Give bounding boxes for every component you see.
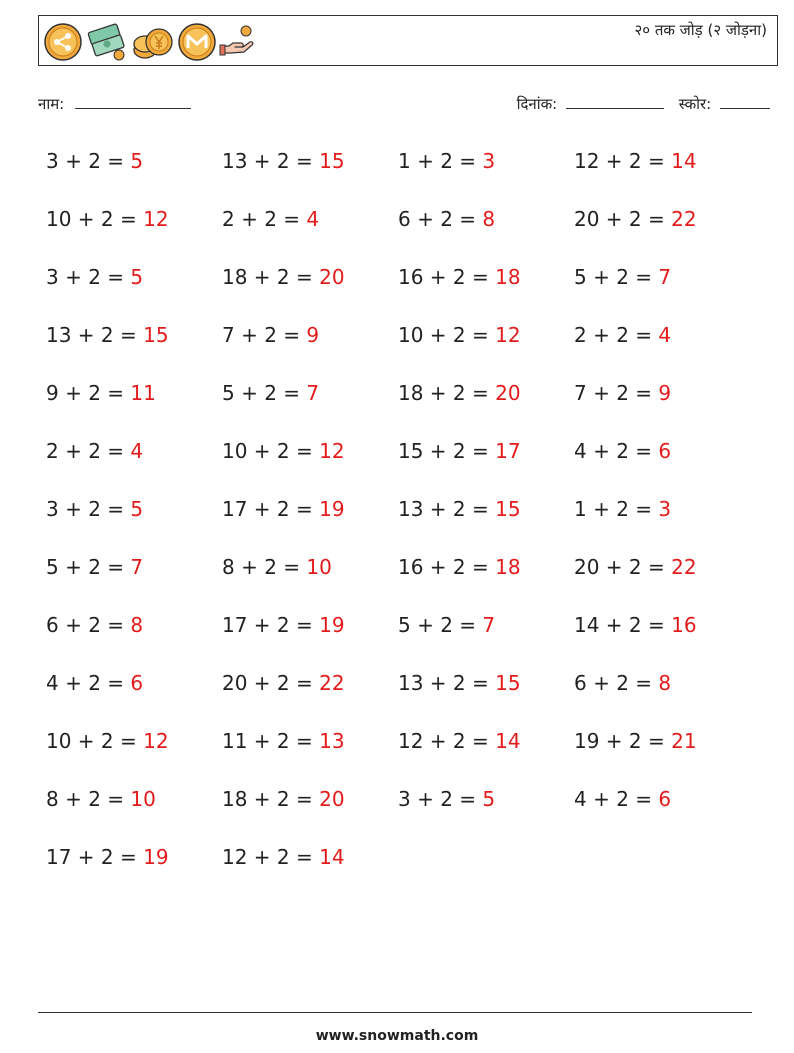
problem-question: 16 + 2 =	[398, 265, 489, 289]
problem-item	[46, 607, 222, 665]
problem-question: 19 + 2 =	[574, 729, 665, 753]
problem-item	[574, 375, 750, 433]
problem-item	[398, 317, 574, 375]
problem-item	[574, 549, 750, 607]
problem-answer: 5	[482, 787, 496, 811]
problem-answer: 22	[671, 555, 697, 579]
score-label: स्कोर:	[678, 95, 712, 113]
problem-item	[398, 433, 574, 491]
problem-answer: 20	[319, 787, 345, 811]
problem-item	[398, 665, 574, 723]
problem-answer: 15	[495, 497, 521, 521]
problem-answer: 6	[130, 671, 144, 695]
worksheet-header	[38, 15, 778, 66]
problem-question: 18 + 2 =	[398, 381, 489, 405]
problem-question: 4 + 2 =	[574, 787, 653, 811]
problem-item	[574, 317, 750, 375]
problem-question: 7 + 2 =	[222, 323, 301, 347]
problem-question: 17 + 2 =	[46, 845, 137, 869]
problem-item	[46, 375, 222, 433]
problem-answer: 8	[658, 671, 672, 695]
problem-item	[398, 781, 574, 839]
problem-answer: 19	[319, 613, 345, 637]
hand-coin-icon	[219, 22, 259, 62]
problem-question: 18 + 2 =	[222, 787, 313, 811]
problem-item	[574, 143, 750, 201]
problem-item	[46, 839, 222, 897]
problem-item	[222, 839, 398, 897]
problem-question: 3 + 2 =	[46, 265, 125, 289]
problem-answer: 7	[658, 265, 672, 289]
problem-question: 2 + 2 =	[574, 323, 653, 347]
problem-answer: 10	[130, 787, 156, 811]
problem-item	[574, 491, 750, 549]
problem-answer: 20	[495, 381, 521, 405]
share-coin-icon	[43, 22, 83, 62]
problem-item	[46, 665, 222, 723]
problem-answer: 11	[130, 381, 156, 405]
problem-question: 3 + 2 =	[46, 149, 125, 173]
problem-answer: 20	[319, 265, 345, 289]
problem-answer: 19	[319, 497, 345, 521]
problem-question: 1 + 2 =	[398, 149, 477, 173]
problem-answer: 15	[143, 323, 169, 347]
money-stack-icon	[85, 22, 129, 62]
problem-answer: 8	[482, 207, 496, 231]
problem-question: 18 + 2 =	[222, 265, 313, 289]
problem-answer: 4	[658, 323, 672, 347]
problem-item	[398, 549, 574, 607]
problem-answer: 21	[671, 729, 697, 753]
problem-answer: 5	[130, 149, 144, 173]
problem-item	[222, 723, 398, 781]
problem-answer: 12	[319, 439, 345, 463]
problem-answer: 19	[143, 845, 169, 869]
problem-answer: 9	[658, 381, 672, 405]
problem-question: 10 + 2 =	[222, 439, 313, 463]
name-label: नाम:	[38, 95, 65, 113]
problem-question: 9 + 2 =	[46, 381, 125, 405]
problem-answer: 6	[658, 787, 672, 811]
problem-answer: 7	[130, 555, 144, 579]
problem-question: 8 + 2 =	[46, 787, 125, 811]
problem-question: 12 + 2 =	[222, 845, 313, 869]
problem-item	[398, 607, 574, 665]
problem-question: 1 + 2 =	[574, 497, 653, 521]
problem-question: 5 + 2 =	[46, 555, 125, 579]
problem-answer: 7	[482, 613, 496, 637]
problem-question: 6 + 2 =	[398, 207, 477, 231]
problem-item	[46, 491, 222, 549]
problem-answer: 6	[658, 439, 672, 463]
problem-item	[222, 607, 398, 665]
problem-item	[574, 259, 750, 317]
monero-coin-icon	[177, 22, 217, 62]
problem-question: 4 + 2 =	[574, 439, 653, 463]
date-label: दिनांक:	[516, 95, 558, 113]
problem-question: 7 + 2 =	[574, 381, 653, 405]
problem-answer: 16	[671, 613, 697, 637]
problem-item	[46, 143, 222, 201]
header-icons	[43, 22, 259, 62]
problem-answer: 14	[495, 729, 521, 753]
problem-answer: 10	[306, 555, 332, 579]
problem-question: 3 + 2 =	[46, 497, 125, 521]
problem-answer: 3	[658, 497, 672, 521]
problem-question: 10 + 2 =	[398, 323, 489, 347]
problem-question: 5 + 2 =	[574, 265, 653, 289]
problem-question: 13 + 2 =	[46, 323, 137, 347]
problem-item	[46, 781, 222, 839]
problem-item	[574, 665, 750, 723]
worksheet-title: २० तक जोड़ (२ जोड़ना)	[634, 21, 767, 39]
problem-question: 20 + 2 =	[574, 207, 665, 231]
problem-item	[574, 433, 750, 491]
problem-answer: 13	[319, 729, 345, 753]
problem-item	[46, 433, 222, 491]
problem-item	[46, 201, 222, 259]
problem-answer: 9	[306, 323, 320, 347]
problem-item	[398, 491, 574, 549]
problem-answer: 22	[319, 671, 345, 695]
problem-question: 17 + 2 =	[222, 497, 313, 521]
problem-question: 10 + 2 =	[46, 729, 137, 753]
problem-item	[222, 781, 398, 839]
problem-question: 20 + 2 =	[222, 671, 313, 695]
problem-question: 5 + 2 =	[222, 381, 301, 405]
problem-item	[398, 375, 574, 433]
problem-question: 13 + 2 =	[398, 497, 489, 521]
problem-answer: 4	[306, 207, 320, 231]
problem-answer: 15	[495, 671, 521, 695]
problem-item	[222, 549, 398, 607]
problem-question: 6 + 2 =	[46, 613, 125, 637]
problem-item	[222, 433, 398, 491]
name-field	[38, 94, 191, 114]
problem-item	[46, 259, 222, 317]
problem-question: 10 + 2 =	[46, 207, 137, 231]
name-blank[interactable]	[75, 94, 191, 109]
problem-item	[398, 143, 574, 201]
problem-answer: 8	[130, 613, 144, 637]
problem-question: 12 + 2 =	[574, 149, 665, 173]
problem-answer: 14	[319, 845, 345, 869]
problem-question: 12 + 2 =	[398, 729, 489, 753]
problem-item	[222, 201, 398, 259]
problem-question: 17 + 2 =	[222, 613, 313, 637]
problem-item	[398, 259, 574, 317]
problem-answer: 22	[671, 207, 697, 231]
problem-answer: 7	[306, 381, 320, 405]
problem-answer: 12	[495, 323, 521, 347]
problem-answer: 18	[495, 265, 521, 289]
problem-question: 16 + 2 =	[398, 555, 489, 579]
problem-item	[398, 201, 574, 259]
problem-item	[574, 607, 750, 665]
problem-item	[574, 201, 750, 259]
problem-question: 2 + 2 =	[222, 207, 301, 231]
problem-question: 20 + 2 =	[574, 555, 665, 579]
problem-item	[46, 549, 222, 607]
problem-question: 3 + 2 =	[398, 787, 477, 811]
problem-question: 13 + 2 =	[222, 149, 313, 173]
problem-answer: 15	[319, 149, 345, 173]
problem-answer: 5	[130, 497, 144, 521]
problem-question: 14 + 2 =	[574, 613, 665, 637]
problem-item	[222, 143, 398, 201]
problem-answer: 4	[130, 439, 144, 463]
problem-answer: 18	[495, 555, 521, 579]
problem-item	[222, 375, 398, 433]
problem-item	[46, 723, 222, 781]
problem-question: 4 + 2 =	[46, 671, 125, 695]
problem-question: 11 + 2 =	[222, 729, 313, 753]
problem-question: 5 + 2 =	[398, 613, 477, 637]
problem-item	[222, 317, 398, 375]
problem-item	[222, 665, 398, 723]
problem-answer: 12	[143, 207, 169, 231]
problem-answer: 12	[143, 729, 169, 753]
problem-item	[46, 317, 222, 375]
date-blank[interactable]	[566, 94, 664, 109]
score-blank[interactable]	[720, 94, 770, 109]
problem-item	[574, 781, 750, 839]
problem-question: 15 + 2 =	[398, 439, 489, 463]
footer-website: www.snowmath.com	[315, 1028, 479, 1044]
problem-item	[222, 259, 398, 317]
problem-answer: 3	[482, 149, 496, 173]
problem-answer: 17	[495, 439, 521, 463]
problem-item	[574, 723, 750, 781]
problem-item	[222, 491, 398, 549]
date-score-field	[517, 94, 770, 114]
problem-question: 2 + 2 =	[46, 439, 125, 463]
problem-question: 8 + 2 =	[222, 555, 301, 579]
problem-answer: 5	[130, 265, 144, 289]
problem-question: 6 + 2 =	[574, 671, 653, 695]
yen-coins-icon	[131, 22, 175, 62]
problem-answer: 14	[671, 149, 697, 173]
problem-question: 13 + 2 =	[398, 671, 489, 695]
problem-grid	[46, 143, 750, 897]
problem-item	[398, 723, 574, 781]
footer-divider	[38, 1012, 752, 1013]
